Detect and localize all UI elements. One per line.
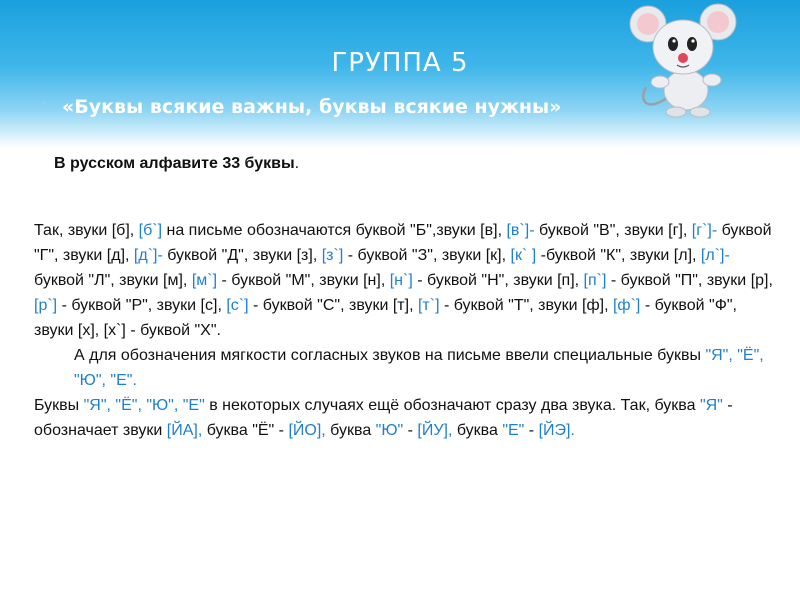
highlighted-sound: . bbox=[132, 372, 137, 389]
highlighted-sound: [с`] bbox=[226, 297, 249, 314]
highlighted-sound: [р`] bbox=[34, 297, 58, 314]
text-segment: буква bbox=[325, 422, 376, 439]
text-segment: буква "Ё" - bbox=[202, 422, 289, 439]
highlighted-sound: [к` ] bbox=[510, 247, 537, 264]
text-segment: буквой "Г", звуки [д], bbox=[34, 222, 772, 264]
highlighted-sound: [ЙУ], bbox=[417, 422, 453, 439]
text-segment: - буквой "Р", звуки [с], bbox=[57, 297, 227, 314]
highlighted-sound: "Е" bbox=[502, 422, 525, 439]
text-segment: -буквой "К", звуки [л], bbox=[536, 247, 701, 264]
paragraph-soft-letters bbox=[34, 343, 774, 393]
highlighted-sound: "Я" bbox=[699, 397, 723, 414]
text-segment: - буквой "Н", звуки [п], bbox=[412, 272, 584, 289]
highlighted-sound: "Ю" bbox=[375, 422, 404, 439]
highlighted-sound: [н`] bbox=[389, 272, 413, 289]
page-title: ГРУППА 5 bbox=[331, 48, 469, 78]
subtitle-text: «Буквы всякие важны, буквы всякие нужны» bbox=[62, 96, 562, 118]
intro-period: . bbox=[294, 155, 300, 172]
intro-bold-text: В русском алфавите 33 буквы bbox=[54, 155, 295, 172]
text-segment: - обозначает звуки bbox=[34, 397, 733, 439]
body-text bbox=[34, 218, 774, 443]
text-segment: - буквой "Т", звуки [ф], bbox=[439, 297, 613, 314]
highlighted-sound: "Я", "Ё", "Ю", "Е" bbox=[83, 397, 205, 414]
text-segment: - bbox=[524, 422, 539, 439]
highlighted-sound: [г`]- bbox=[691, 222, 718, 239]
text-segment: - буквой "Ф", звуки [х], [х`] - буквой "Х". bbox=[34, 297, 737, 339]
text-segment: в некоторых случаях ещё обозначают сразу два звука. Так, буква bbox=[204, 397, 700, 414]
highlighted-sound: [ф`] bbox=[612, 297, 641, 314]
highlighted-sound: [б`] bbox=[138, 222, 163, 239]
highlighted-sound: [т`] bbox=[417, 297, 440, 314]
text-segment: Так, звуки [б], bbox=[34, 222, 139, 239]
text-segment: - буквой "З", звуки [к], bbox=[343, 247, 511, 264]
cartoon-mouse-icon bbox=[628, 2, 738, 122]
text-segment: на письме обозначаются буквой "Б",звуки [в], bbox=[162, 222, 507, 239]
paragraph-consonants bbox=[34, 218, 774, 343]
intro-line bbox=[54, 155, 299, 173]
highlighted-sound: [ЙЭ]. bbox=[538, 422, 575, 439]
highlighted-sound: [м`] bbox=[191, 272, 218, 289]
text-segment: А для обозначения мягкости согласных звуков на письме ввели специальные буквы bbox=[74, 347, 706, 364]
text-segment: буквой "В", звуки [г], bbox=[534, 222, 692, 239]
text-segment: буквой "Д", звуки [з], bbox=[162, 247, 322, 264]
star-bullet-icon: ✦ bbox=[40, 98, 50, 111]
highlighted-sound: [з`] bbox=[321, 247, 344, 264]
subtitle-row bbox=[40, 96, 640, 120]
highlighted-sound: [п`] bbox=[583, 272, 607, 289]
highlighted-sound: [ЙА], bbox=[166, 422, 203, 439]
paragraph-two-sounds bbox=[34, 393, 774, 443]
text-segment: - буквой "М", звуки [н], bbox=[217, 272, 390, 289]
text-segment: буквой "Л", звуки [м], bbox=[34, 272, 192, 289]
text-segment: - bbox=[403, 422, 418, 439]
highlighted-sound: [ЙО], bbox=[288, 422, 326, 439]
text-segment: Буквы bbox=[34, 397, 84, 414]
highlighted-sound: [в`]- bbox=[506, 222, 535, 239]
highlighted-sound: [д`]- bbox=[133, 247, 163, 264]
highlighted-sound: [л`]- bbox=[700, 247, 730, 264]
text-segment: буква bbox=[452, 422, 503, 439]
text-segment: - буквой "П", звуки [р], bbox=[606, 272, 773, 289]
highlighted-sound: "Я", "Ё", "Ю", "Е" bbox=[74, 347, 764, 389]
text-segment: - буквой "С", звуки [т], bbox=[248, 297, 418, 314]
